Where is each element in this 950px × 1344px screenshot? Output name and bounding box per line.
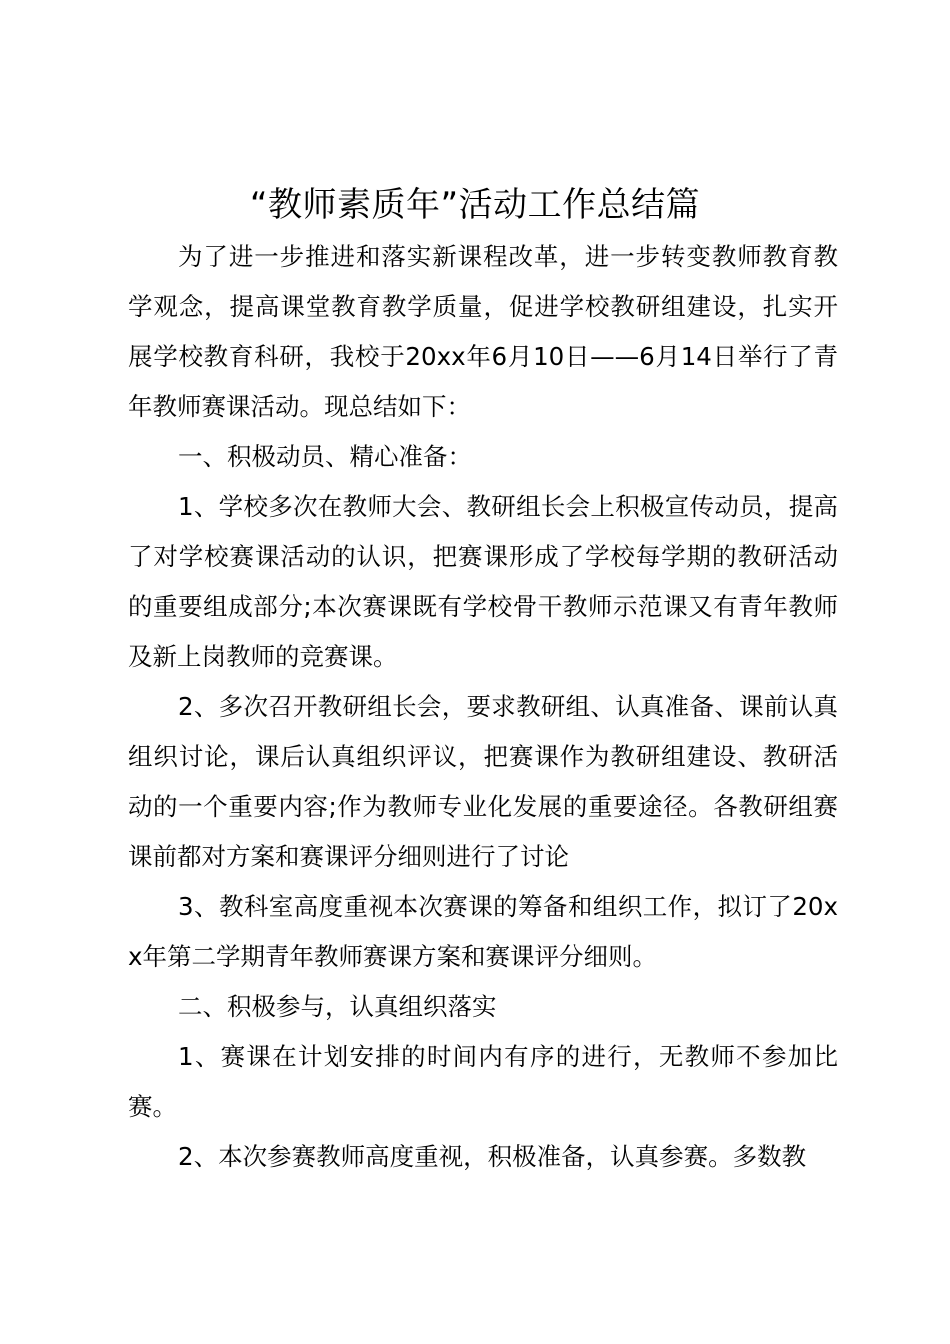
document-body bbox=[128, 232, 838, 1182]
paragraph-1-2: 2、多次召开教研组长会，要求教研组、认真准备、课前认真组织讨论，课后认真组织评议，把赛课作为教研组建设、教研活动的一个重要内容;作为教师专业化发展的重要途径。各教研组赛课前都对方案和赛课评分细则进行了讨论 bbox=[128, 692, 838, 871]
paragraph-1-3: 3、教科室高度重视本次赛课的筹备和组织工作，拟订了20xx年第二学期青年教师赛课方案和赛课评分细则。 bbox=[128, 892, 838, 971]
section-heading-1: 一、积极动员、精心准备： bbox=[178, 442, 472, 471]
paragraph-intro: 为了进一步推进和落实新课程改革，进一步转变教师教育教学观念，提高课堂教育教学质量，促进学校教研组建设，扎实开展学校教育科研，我校于20xx年6月10日——6月14日举行了青年教师赛课活动。现总结如下： bbox=[128, 242, 838, 421]
section-heading-2: 二、积极参与，认真组织落实 bbox=[178, 992, 497, 1021]
document-title: “教师素质年”活动工作总结篇 bbox=[249, 185, 701, 225]
paragraph-2-1: 1、赛课在计划安排的时间内有序的进行，无教师不参加比赛。 bbox=[128, 1042, 838, 1121]
paragraph-1-1: 1、学校多次在教师大会、教研组长会上积极宣传动员，提高了对学校赛课活动的认识，把赛课形成了学校每学期的教研活动的重要组成部分;本次赛课既有学校骨干教师示范课又有青年教师及新上岗教师的竞赛课。 bbox=[128, 492, 838, 671]
paragraph-2-2: 2、本次参赛教师高度重视，积极准备，认真参赛。多数教 bbox=[178, 1142, 807, 1171]
